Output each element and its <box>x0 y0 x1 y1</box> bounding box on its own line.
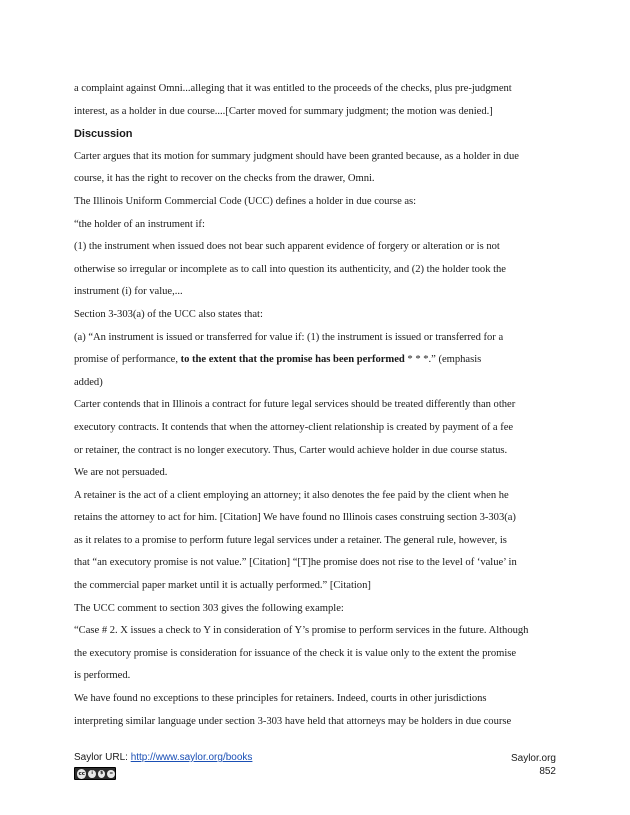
text-line: is performed. <box>74 670 131 682</box>
text-line: Carter argues that its motion for summary judgment should have been granted because, as a holder in due <box>74 150 519 162</box>
text-line: the commercial paper market until it is actually performed.” [Citation] <box>74 580 371 592</box>
section-heading: Discussion <box>74 128 133 141</box>
text-line: Section 3-303(a) of the UCC also states that: <box>74 308 263 320</box>
text-line: interpreting similar language under section 3-303 have held that attorneys may be holders in due course <box>74 715 512 727</box>
text-line: otherwise so irregular or incomplete as to call into question its authenticity, and (2) the holder took the <box>74 263 506 275</box>
page-body <box>74 78 560 733</box>
emphasized-text: to the extent that the promise has been performed <box>180 354 405 366</box>
page-number: 852 <box>539 766 556 777</box>
text-line: (a) “An instrument is issued or transferred for value if: (1) the instrument is issued or transferred for a <box>74 331 504 343</box>
footer-source <box>74 752 252 763</box>
text-line: “the holder of an instrument if: <box>74 218 205 230</box>
text-line: that “an executory promise is not value.” [Citation] “[T]he promise does not rise to the level of ‘value’ in <box>74 557 517 569</box>
text-line: added) <box>74 376 103 388</box>
footer-site: Saylor.org <box>510 753 556 764</box>
text-line: interest, as a holder in due course....[Carter moved for summary judgment; the motion was denied.] <box>74 105 493 117</box>
text-segment: promise of performance, <box>74 354 181 366</box>
footer-url-link[interactable]: http://www.saylor.org/books <box>130 752 253 763</box>
text-line: executory contracts. It contends that when the attorney-client relationship is created by payment of a fee <box>74 421 514 433</box>
noncommercial-symbol: $ <box>98 770 106 778</box>
text-segment: * * *.” (emphasis <box>404 354 482 366</box>
footer-right <box>511 752 556 778</box>
text-line: retains the attorney to act for him. [Citation] We have found no Illinois cases construing section 3-303(a) <box>74 512 516 524</box>
noderivs-symbol: = <box>109 771 114 776</box>
text-line: (1) the instrument when issued does not bear such apparent evidence of forgery or alteration or is not <box>74 241 500 253</box>
text-line: the executory promise is consideration for issuance of the check it is value only to the extent the promise <box>74 647 517 659</box>
creative-commons-by-icon <box>74 767 116 780</box>
text-line: We are not persuaded. <box>74 467 168 479</box>
text-line: We have found no exceptions to these principles for retainers. Indeed, courts in other jurisdictions <box>74 693 487 705</box>
text-line: course, it has the right to recover on the checks from the drawer, Omni. <box>74 173 375 185</box>
text-line: A retainer is the act of a client employing an attorney; it also denotes the fee paid by the client when he <box>74 489 509 501</box>
text-line-emphasis <box>74 349 560 372</box>
text-line: or retainer, the contract is no longer executory. Thus, Carter would achieve holder in due course status. <box>74 444 508 456</box>
text-line: instrument (i) for value,... <box>74 286 183 298</box>
text-line: The Illinois Uniform Commercial Code (UCC) defines a holder in due course as: <box>74 195 417 207</box>
text-line: a complaint against Omni...alleging that it was entitled to the proceeds of the checks, plus pre-judgment <box>74 83 512 94</box>
cc-symbol: cc <box>78 770 85 777</box>
footer-url-label: Saylor URL: <box>74 752 131 763</box>
text-line: “Case # 2. X issues a check to Y in consideration of Y’s promise to perform services in the future. Although <box>74 625 529 637</box>
text-line: as it relates to a promise to perform future legal services under a retainer. The general rule, however, is <box>74 534 507 546</box>
text-line: Carter contends that in Illinois a contract for future legal services should be treated differently than other <box>74 399 516 411</box>
attribution-symbol: i <box>88 770 96 778</box>
text-line: The UCC comment to section 303 gives the following example: <box>74 602 344 614</box>
